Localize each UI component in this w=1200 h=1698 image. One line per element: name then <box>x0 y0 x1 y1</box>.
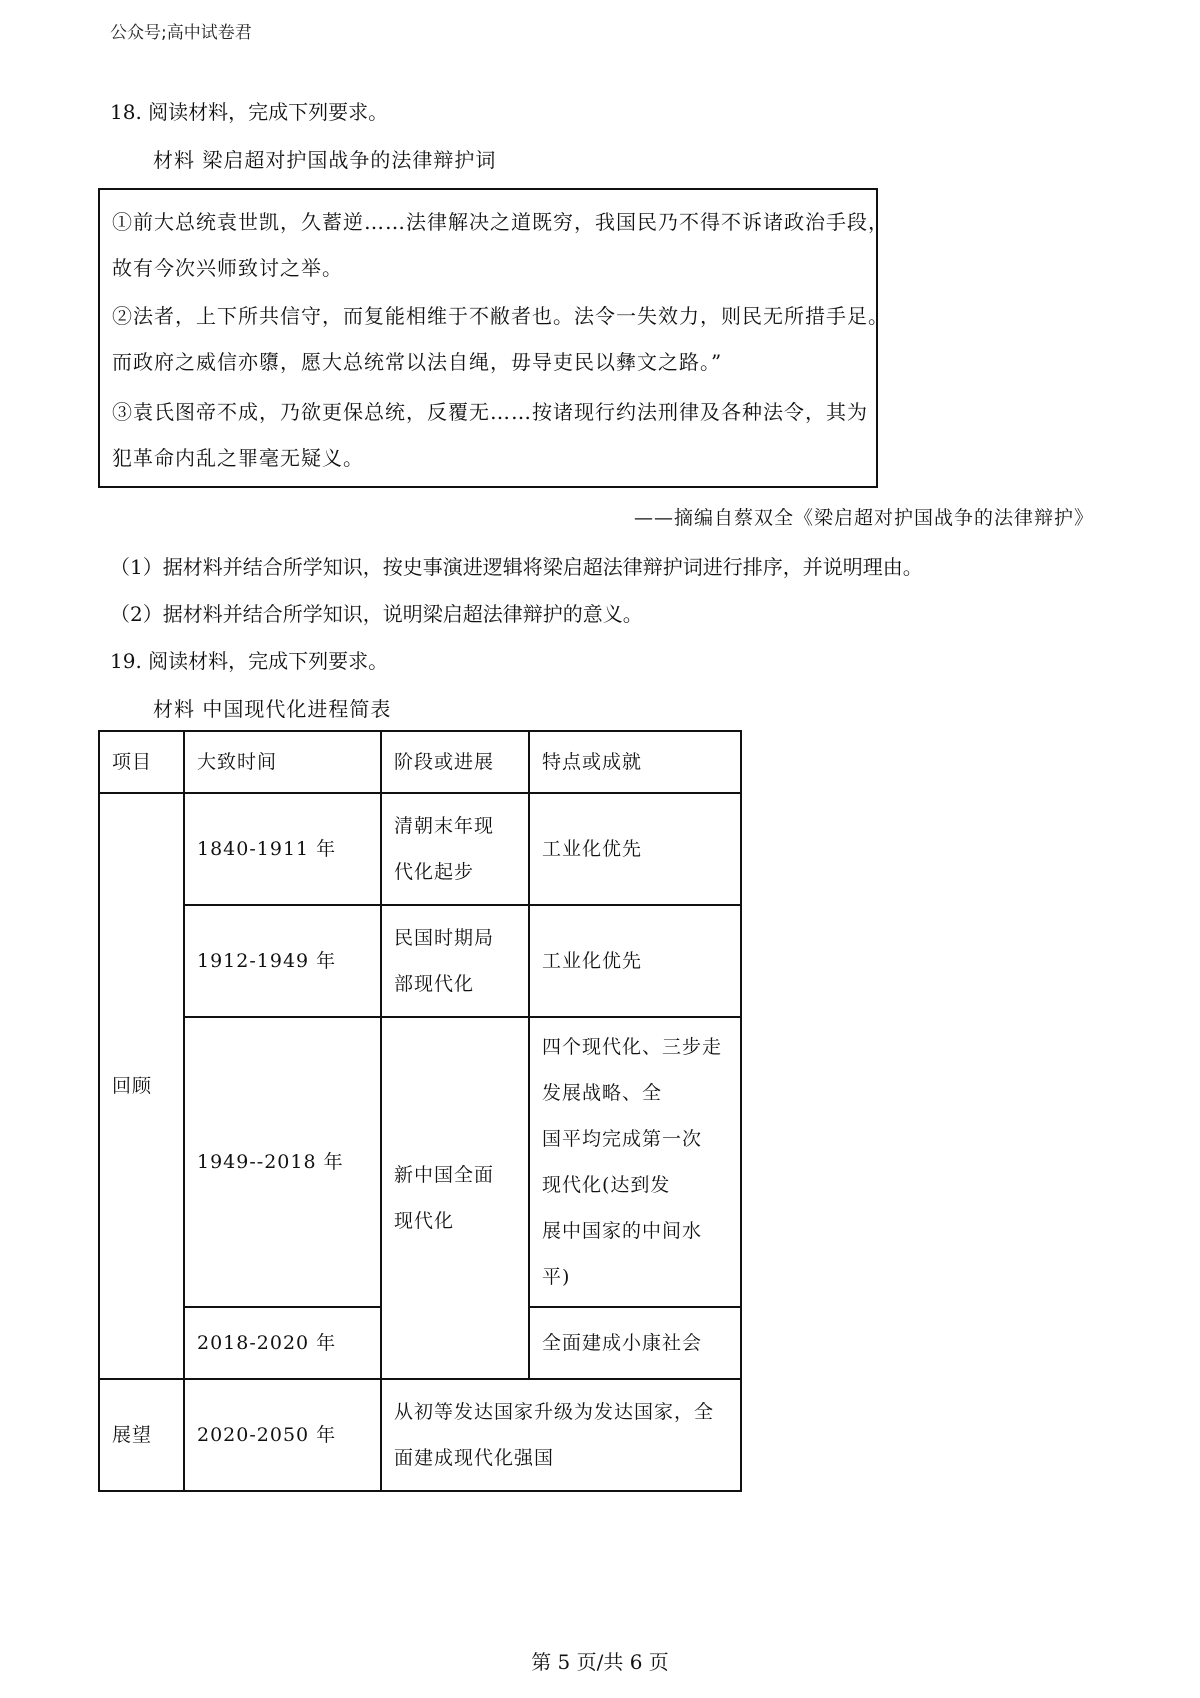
feature-line: 四个现代化、三步走 <box>542 1036 723 1058</box>
outlook-line: 从初等发达国家升级为发达国家，全 <box>394 1401 715 1423</box>
table-header-row <box>99 731 741 793</box>
feature-line: 平) <box>542 1266 571 1288</box>
feature-line: 展中国家的中间水 <box>542 1220 703 1242</box>
q19-title: 19. 阅读材料，完成下列要求。 <box>110 649 389 673</box>
q18-box-line: 犯革命内乱之罪毫无疑义。 <box>112 446 364 470</box>
stage-line: 新中国全面 <box>394 1164 495 1186</box>
q19-material-label: 材料 中国现代化进程简表 <box>153 697 392 721</box>
q18-box-line: 故有今次兴师致讨之举。 <box>112 256 343 280</box>
time-cell: 1912-1949 年 <box>184 905 381 1017</box>
table-header-cell: 项目 <box>99 731 184 793</box>
time-cell: 2020-2050 年 <box>184 1379 381 1491</box>
header-source: 公众号;高中试卷君 <box>110 23 252 43</box>
q18-material-box <box>98 188 889 488</box>
outlook-line: 面建成现代化强国 <box>394 1447 555 1469</box>
feature-cell: 工业化优先 <box>529 793 741 905</box>
feature-cell: 全面建成小康社会 <box>529 1307 741 1379</box>
feature-line: 国平均完成第一次 <box>542 1128 703 1150</box>
q18-box-line: ①前大总统袁世凯，久蓄逆……法律解决之道既穷，我国民乃不得不诉诸政治手段， <box>112 210 889 234</box>
q18-source: ——摘编自蔡双全《梁启超对护国战争的法律辩护》 <box>633 507 1094 529</box>
feature-line: 发展战略、全 <box>542 1082 663 1104</box>
time-cell: 1949--2018 年 <box>184 1017 381 1307</box>
page-number: 第 5 页/共 6 页 <box>531 1650 669 1674</box>
time-cell: 1840-1911 年 <box>184 793 381 905</box>
q18-title: 18. 阅读材料，完成下列要求。 <box>110 100 389 124</box>
modernization-table <box>98 730 742 1492</box>
outlook-label-cell: 展望 <box>99 1379 184 1491</box>
stage-line: 清朝末年现 <box>394 815 495 837</box>
table-row <box>99 1017 741 1307</box>
table-header-cell: 大致时间 <box>184 731 381 793</box>
time-cell: 2018-2020 年 <box>184 1307 381 1379</box>
stage-cell <box>381 1017 529 1379</box>
table-row <box>99 905 741 1017</box>
q18-box-line: ②法者，上下所共信守，而复能相维于不敝者也。法令一失效力，则民无所措手足。 <box>112 304 889 328</box>
q18-box-line: 而政府之威信亦隳，愿大总统常以法自绳，毋导吏民以彝文之路。” <box>112 350 723 374</box>
feature-cell <box>529 1017 741 1307</box>
q18-sub-question-2: （2）据材料并结合所学知识，说明梁启超法律辩护的意义。 <box>110 602 643 626</box>
merged-outlook-cell <box>381 1379 741 1491</box>
stage-line: 部现代化 <box>394 973 475 995</box>
q18-material-label: 材料 梁启超对护国战争的法律辩护词 <box>153 148 497 172</box>
q18-sub-question-1: （1）据材料并结合所学知识，按史事演进逻辑将梁启超法律辩护词进行排序，并说明理由。 <box>110 555 923 579</box>
stage-line: 现代化 <box>394 1210 455 1232</box>
q18-box-line: ③袁氏图帝不成，乃欲更保总统，反覆无……按诸现行约法刑律及各种法令，其为 <box>112 400 868 424</box>
feature-cell: 工业化优先 <box>529 905 741 1017</box>
table-row <box>99 793 741 905</box>
stage-cell <box>381 793 529 905</box>
feature-line: 现代化(达到发 <box>542 1174 671 1196</box>
stage-line: 代化起步 <box>394 861 475 883</box>
review-label-cell: 回顾 <box>99 793 184 1379</box>
table-header-cell: 特点或成就 <box>529 731 741 793</box>
table-header-cell: 阶段或进展 <box>381 731 529 793</box>
stage-cell <box>381 905 529 1017</box>
stage-line: 民国时期局 <box>394 927 495 949</box>
table-row <box>99 1379 741 1491</box>
